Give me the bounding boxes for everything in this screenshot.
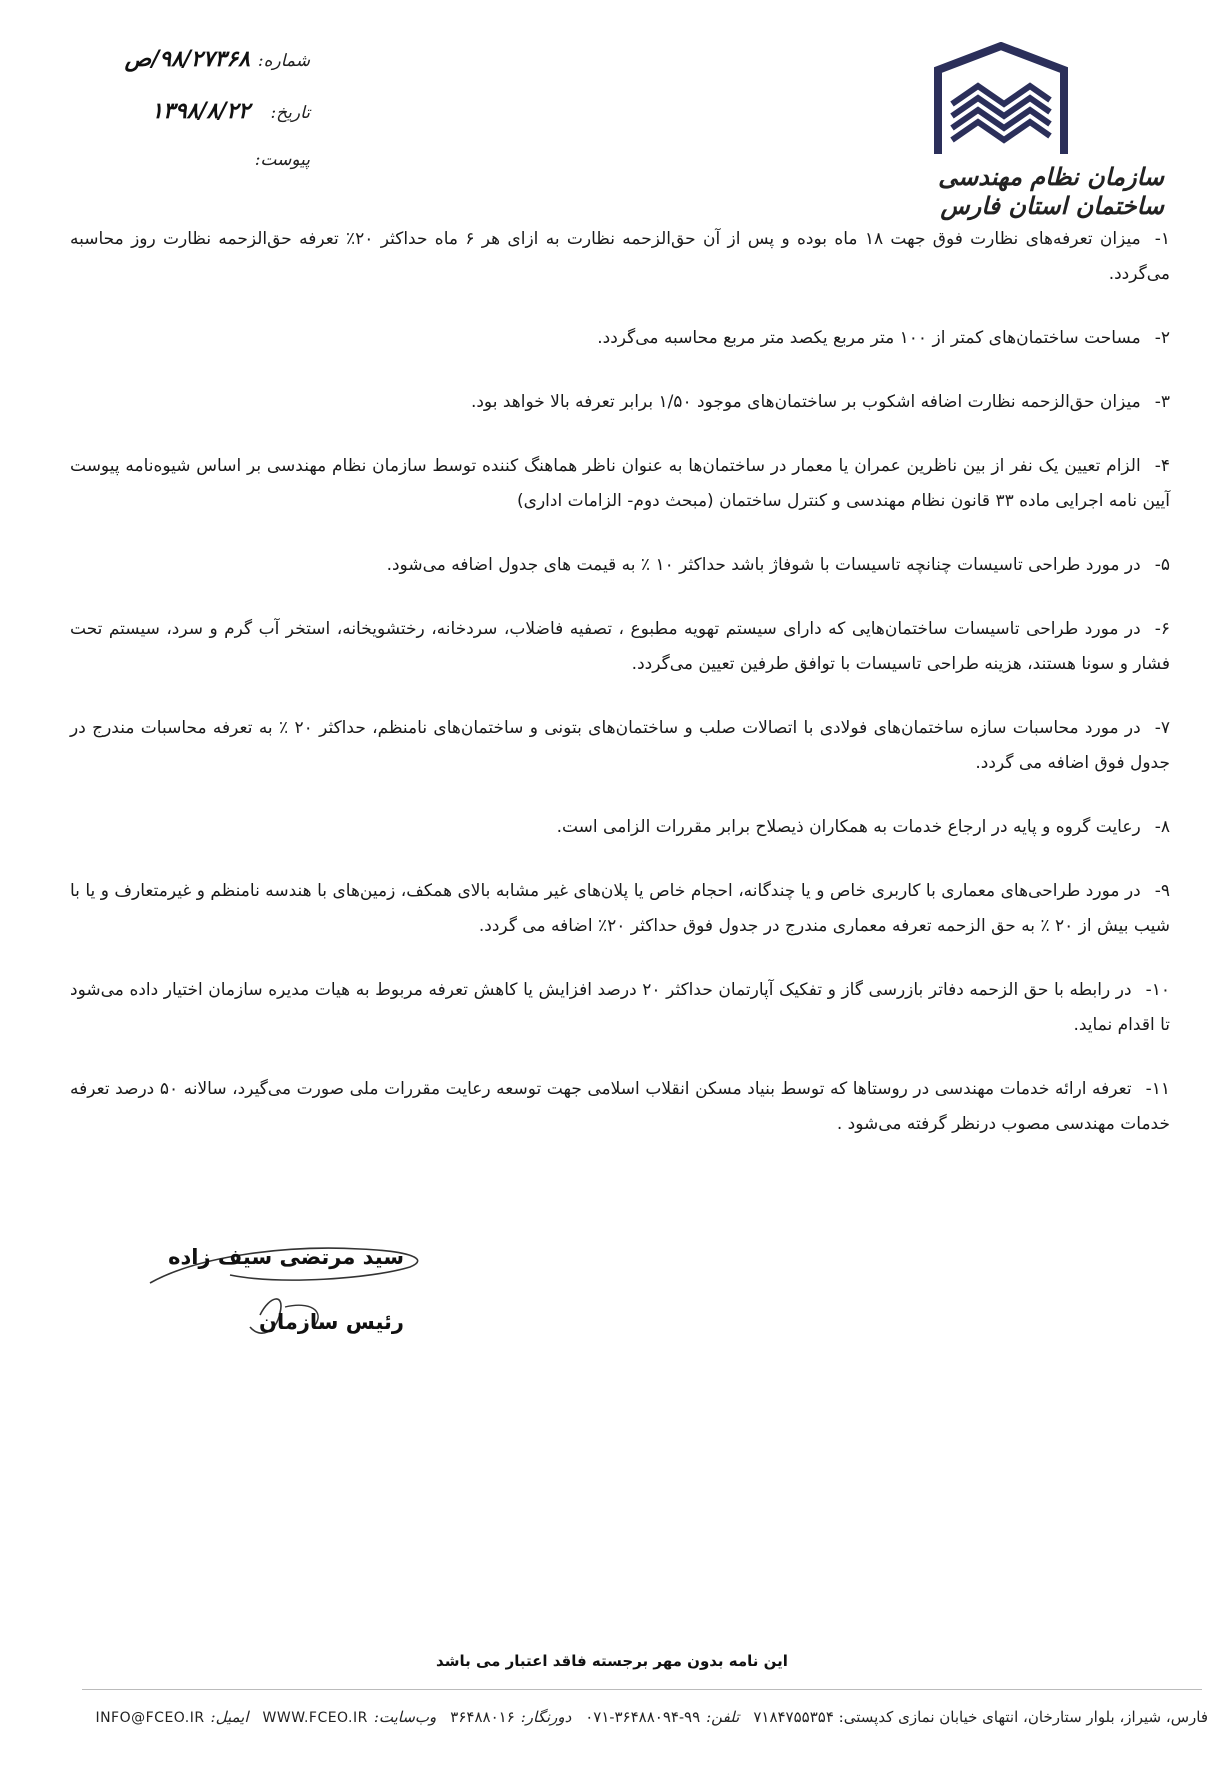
clause-text: در مورد طراحی‌های معماری با کاربری خاص و یا چندگانه، احجام خاص یا پلان‌های غیر مشابه بالای همکف، زمین‌های با هندسه نامنظم و غیرمتعارف و یا با شیب بیش از ۲۰ ٪ به حق الزحمه تعرفه معماری مندرج در جدول فوق حداکثر ۲۰٪ اضافه می گردد. [70,881,1170,936]
signature-block [110,1215,440,1355]
letter-date-value: ۱۳۹۸/۸/۲۲ [151,98,250,124]
footer-phone-label: تلفن: [706,1708,740,1726]
building-logo-icon [926,42,1076,157]
footer-email-label: ایمیل: [210,1708,249,1726]
clause [70,612,1170,682]
clause-text: تعرفه ارائه خدمات مهندسی در روستاها که توسط بنیاد مسکن انقلاب اسلامی جهت توسعه رعایت مقررات ملی صورت می‌گیرد، سالانه ۵۰ درصد تعرفه خدمات مهندسی مصوب درنظر گرفته می‌شود . [70,1079,1170,1134]
clause-text: در مورد طراحی تاسیسات ساختمان‌هایی که دارای سیستم تهویه مطبوع ، تصفیه فاضلاب، سردخانه، رختشویخانه، استخر آب گرم و سرد، سیستم تحت فشار و سونا هستند، هزینه طراحی تاسیسات با توافق طرفین تعیین می‌گردد. [70,619,1170,674]
clause-text: میزان حق‌الزحمه نظارت اضافه اشکوب بر ساختمان‌های موجود ۱/۵۰ برابر تعرفه بالا خواهد بود. [470,392,1141,412]
clause-number: ۶- [1154,619,1170,639]
clause [70,810,1170,845]
clause [70,548,1170,583]
footer-phone: ۰۷۱-۳۶۴۸۸۰۹۴-۹۹ [585,1708,701,1726]
footer-email[interactable]: INFO@FCEO.IR [95,1710,205,1726]
clause-number: ۵- [1154,555,1170,575]
clause-number: ۴- [1154,456,1170,476]
clause-number: ۱- [1154,229,1170,249]
footer-website[interactable]: WWW.FCEO.IR [262,1710,368,1726]
clause-text: در مورد محاسبات سازه ساختمان‌های فولادی با اتصالات صلب و ساختمان‌های بتونی و ساختمان‌های نامنظم، حداکثر ۲۰ ٪ به تعرفه محاسبات مندرج در جدول فوق اضافه می گردد. [70,718,1170,773]
letter-footer [88,1708,1208,1726]
clause [70,321,1170,356]
footer-fax-label: دورنگار: [520,1708,572,1726]
letter-attachment-label: پیوست: [254,150,310,170]
clause-text: میزان تعرفه‌های نظارت فوق جهت ۱۸ ماه بوده و پس از آن حق‌الزحمه نظارت به ازای هر ۶ ماه حداکثر ۲۰٪ تعرفه حق‌الزحمه نظارت روز محاسبه می‌گردد. [70,229,1170,284]
validity-notice: این نامه بدون مهر برجسته فاقد اعتبار می باشد [436,1652,788,1670]
clause-text: مساحت ساختمان‌های کمتر از ۱۰۰ متر مربع یکصد متر مربع محاسبه می‌گردد. [597,328,1141,348]
clause-number: ۲- [1154,328,1170,348]
organization-logo [844,42,1164,220]
letter-body [70,222,1170,1171]
signatory-name: سید مرتضی سیف زاده [168,1245,404,1269]
footer-divider [82,1689,1202,1690]
clause-number: ۷- [1154,718,1170,738]
clause-number: ۹- [1154,881,1170,901]
letter-number-label: شماره: [257,51,310,71]
footer-address: فارس، شیراز، بلوار ستارخان، انتهای خیابان نمازی کدپستی: ۷۱۸۴۷۵۵۳۵۴ [753,1708,1208,1726]
clause [70,973,1170,1043]
letter-meta [110,46,310,202]
organization-name: سازمان نظام مهندسی ساختمان استان فارس [938,162,1164,220]
clause [70,711,1170,781]
clause [70,385,1170,420]
footer-fax: ۳۶۴۸۸۰۱۶ [450,1708,515,1726]
letter-number-row [110,46,310,98]
clause-number: ۸- [1154,817,1170,837]
clause-number: ۱۱- [1145,1079,1171,1099]
signatory-title: رئیس سازمان [259,1310,404,1334]
letter-number-value: ۹۸/۲۷۳۶۸/ص [124,46,250,72]
letter-attachment-row [110,150,310,202]
clause-text: در رابطه با حق الزحمه دفاتر بازرسی گاز و تفکیک آپارتمان حداکثر ۲۰ درصد افزایش یا کاهش تعرفه مربوط به هیات مدیره سازمان اختیار داده می‌شود تا اقدام نماید. [70,980,1170,1035]
clause [70,449,1170,519]
clause [70,874,1170,944]
clause [70,1072,1170,1142]
clause-number: ۳- [1154,392,1170,412]
clause [70,222,1170,292]
clause-text: رعایت گروه و پایه در ارجاع خدمات به همکاران ذیصلاح برابر مقررات الزامی است. [556,817,1141,837]
signature-scribble [110,1215,440,1355]
footer-website-label: وب‌سایت: [373,1708,437,1726]
clause-number: ۱۰- [1145,980,1170,1000]
letter-date-label: تاریخ: [270,103,310,123]
letter-date-row [110,98,310,150]
clause-text: در مورد طراحی تاسیسات چنانچه تاسیسات با شوفاژ باشد حداکثر ۱۰ ٪ به قیمت های جدول اضافه می‌شود. [386,555,1141,575]
clause-text: الزام تعیین یک نفر از بین ناظرین عمران یا معمار در ساختمان‌ها به عنوان ناظر هماهنگ کننده توسط سازمان نظام مهندسی بر اساس شیوه‌نامه پیوست آیین نامه اجرایی ماده ۳۳ قانون نظام مهندسی و کنترل ساختمان (مبحث دوم- الزامات اداری) [70,456,1170,511]
